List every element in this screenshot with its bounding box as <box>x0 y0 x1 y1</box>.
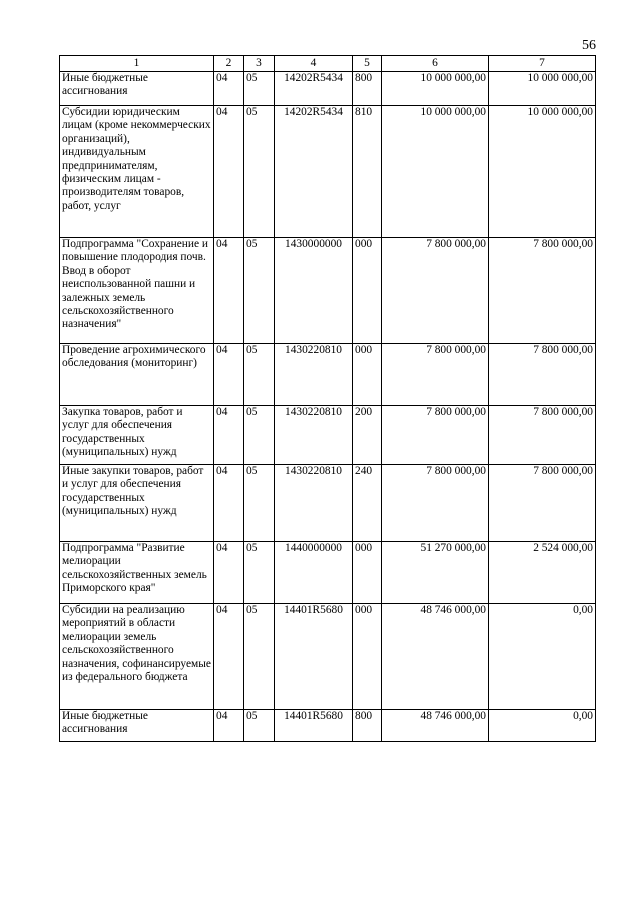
amount-col6: 7 800 000,00 <box>382 238 489 344</box>
code-subsection: 05 <box>244 72 275 106</box>
code-target: 1430220810 <box>275 465 353 542</box>
code-target: 1430000000 <box>275 238 353 344</box>
amount-col6: 48 746 000,00 <box>382 604 489 710</box>
code-type: 000 <box>353 238 382 344</box>
code-section: 04 <box>214 604 244 710</box>
row-name: Иные бюджетные ассигнования <box>60 72 214 106</box>
code-subsection: 05 <box>244 106 275 238</box>
column-header: 5 <box>353 56 382 72</box>
table-row <box>60 542 596 604</box>
code-section: 04 <box>214 710 244 742</box>
table-row <box>60 344 596 406</box>
amount-col7: 2 524 000,00 <box>489 542 596 604</box>
table-row <box>60 465 596 542</box>
row-name: Проведение агрохимического обследования (мониторинг) <box>60 344 214 406</box>
column-header: 7 <box>489 56 596 72</box>
code-section: 04 <box>214 344 244 406</box>
table-row <box>60 604 596 710</box>
header-row <box>60 56 596 72</box>
amount-col7: 7 800 000,00 <box>489 406 596 465</box>
code-type: 200 <box>353 406 382 465</box>
column-header: 4 <box>275 56 353 72</box>
code-section: 04 <box>214 542 244 604</box>
code-type: 000 <box>353 542 382 604</box>
code-target: 14202R5434 <box>275 72 353 106</box>
budget-table <box>59 55 596 742</box>
amount-col7: 10 000 000,00 <box>489 106 596 238</box>
code-type: 810 <box>353 106 382 238</box>
table-row <box>60 238 596 344</box>
amount-col7: 7 800 000,00 <box>489 238 596 344</box>
code-target: 1440000000 <box>275 542 353 604</box>
table-row <box>60 406 596 465</box>
amount-col6: 10 000 000,00 <box>382 106 489 238</box>
code-section: 04 <box>214 72 244 106</box>
code-section: 04 <box>214 465 244 542</box>
code-subsection: 05 <box>244 542 275 604</box>
amount-col7: 7 800 000,00 <box>489 344 596 406</box>
code-subsection: 05 <box>244 406 275 465</box>
column-header: 2 <box>214 56 244 72</box>
code-subsection: 05 <box>244 604 275 710</box>
column-header: 1 <box>60 56 214 72</box>
table-row <box>60 710 596 742</box>
row-name: Иные бюджетные ассигнования <box>60 710 214 742</box>
row-name: Иные закупки товаров, работ и услуг для обеспечения государственных (муниципальных) нужд <box>60 465 214 542</box>
row-name: Субсидии юридическим лицам (кроме некоммерческих организаций), индивидуальным предпринимателям, физическим лицам - производителям товаров, работ, услуг <box>60 106 214 238</box>
amount-col6: 48 746 000,00 <box>382 710 489 742</box>
row-name: Субсидии на реализацию мероприятий в области мелиорации земель сельскохозяйственного назначения, софинансируемые из федерального бюджета <box>60 604 214 710</box>
row-name: Подпрограмма "Сохранение и повышение плодородия почв. Ввод в оборот неиспользованной пашни и залежных земель сельскохозяйственного назначения" <box>60 238 214 344</box>
code-subsection: 05 <box>244 465 275 542</box>
amount-col6: 7 800 000,00 <box>382 406 489 465</box>
amount-col6: 10 000 000,00 <box>382 72 489 106</box>
amount-col7: 10 000 000,00 <box>489 72 596 106</box>
amount-col7: 0,00 <box>489 604 596 710</box>
column-header: 3 <box>244 56 275 72</box>
table-row <box>60 106 596 238</box>
amount-col7: 7 800 000,00 <box>489 465 596 542</box>
code-target: 14401R5680 <box>275 710 353 742</box>
code-type: 800 <box>353 72 382 106</box>
code-target: 1430220810 <box>275 344 353 406</box>
code-subsection: 05 <box>244 344 275 406</box>
code-target: 14401R5680 <box>275 604 353 710</box>
code-section: 04 <box>214 406 244 465</box>
code-type: 240 <box>353 465 382 542</box>
code-type: 000 <box>353 344 382 406</box>
row-name: Закупка товаров, работ и услуг для обеспечения государственных (муниципальных) нужд <box>60 406 214 465</box>
amount-col6: 7 800 000,00 <box>382 344 489 406</box>
code-type: 800 <box>353 710 382 742</box>
code-subsection: 05 <box>244 710 275 742</box>
code-target: 14202R5434 <box>275 106 353 238</box>
page-number: 56 <box>582 38 596 53</box>
amount-col7: 0,00 <box>489 710 596 742</box>
row-name: Подпрограмма "Развитие мелиорации сельскохозяйственных земель Приморского края" <box>60 542 214 604</box>
amount-col6: 7 800 000,00 <box>382 465 489 542</box>
amount-col6: 51 270 000,00 <box>382 542 489 604</box>
code-section: 04 <box>214 238 244 344</box>
code-target: 1430220810 <box>275 406 353 465</box>
code-type: 000 <box>353 604 382 710</box>
code-subsection: 05 <box>244 238 275 344</box>
column-header: 6 <box>382 56 489 72</box>
code-section: 04 <box>214 106 244 238</box>
table-row <box>60 72 596 106</box>
